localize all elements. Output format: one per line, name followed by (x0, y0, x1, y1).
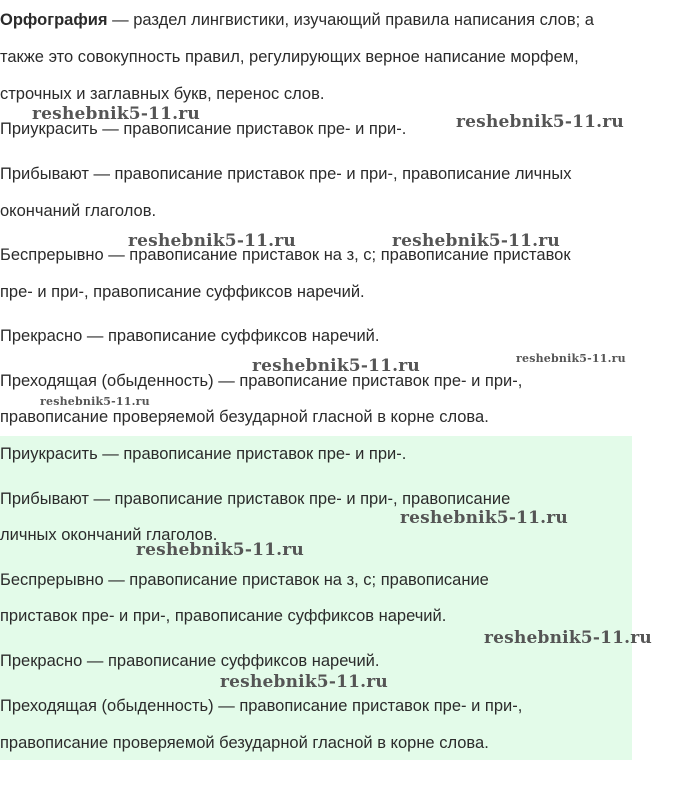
watermark: reshebnik5-11.ru (400, 508, 568, 528)
example-1-line-1: Приукрасить — правописание приставок пре- и при-. (0, 120, 407, 138)
answer-4-line-1: Прекрасно — правописание суффиксов наречий. (0, 652, 380, 670)
answer-2-line-1: Прибывают — правописание приставок пре- и при-, правописание (0, 490, 511, 508)
definition-text-1: — раздел лингвистики, изучающий правила написания слов; а (107, 11, 594, 29)
example-4-line-1: Прекрасно — правописание суффиксов наречий. (0, 327, 380, 345)
watermark: reshebnik5-11.ru (128, 231, 296, 251)
watermark: reshebnik5-11.ru (252, 356, 420, 376)
watermark: reshebnik5-11.ru (456, 112, 624, 132)
definition-line-1 (0, 10, 594, 30)
answer-5-line-2: правописание проверяемой безударной гласной в корне слова. (0, 734, 489, 752)
answer-3-line-1: Беспрерывно — правописание приставок на з, с; правописание (0, 571, 489, 589)
definition-line-2: также это совокупность правил, регулирующих верное написание морфем, (0, 48, 579, 66)
definition-line-3: строчных и заглавных букв, перенос слов. (0, 85, 325, 103)
answer-3-line-2: приставок пре- и при-, правописание суффиксов наречий. (0, 607, 447, 625)
example-3-line-1: Беспрерывно — правописание приставок на з, с; правописание приставок (0, 246, 571, 264)
answer-1-line-1: Приукрасить — правописание приставок пре- и при-. (0, 445, 407, 463)
watermark: reshebnik5-11.ru (392, 231, 560, 251)
example-2-line-1: Прибывают — правописание приставок пре- и при-, правописание личных (0, 165, 572, 183)
watermark: reshebnik5-11.ru (484, 628, 652, 648)
watermark: reshebnik5-11.ru (516, 352, 626, 365)
example-5-line-1: Преходящая (обыденность) — правописание приставок пре- и при-, (0, 372, 523, 390)
watermark: reshebnik5-11.ru (32, 104, 200, 124)
watermark: reshebnik5-11.ru (220, 672, 388, 692)
answer-5-line-1: Преходящая (обыденность) — правописание приставок пре- и при-, (0, 697, 523, 715)
watermark: reshebnik5-11.ru (40, 395, 150, 408)
example-2-line-2: окончаний глаголов. (0, 202, 157, 220)
definition-term: Орфография (0, 11, 108, 29)
example-5-line-2: правописание проверяемой безударной гласной в корне слова. (0, 408, 489, 426)
example-3-line-2: пре- и при-, правописание суффиксов наречий. (0, 283, 365, 301)
watermark: reshebnik5-11.ru (136, 540, 304, 560)
answer-2-line-2: личных окончаний глаголов. (0, 526, 218, 544)
